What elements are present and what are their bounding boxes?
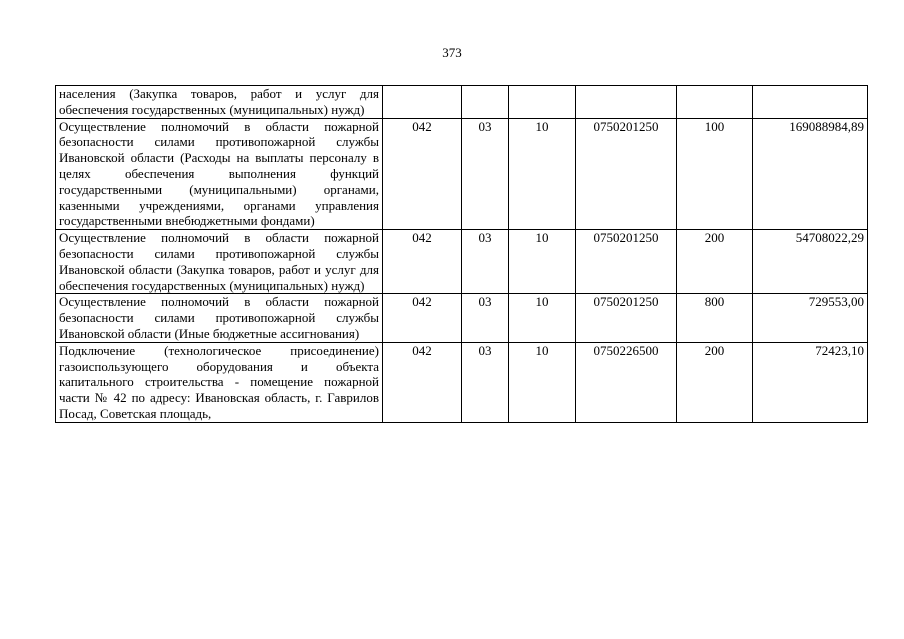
row-description: Осуществление полномочий в области пожарной безопасности силами противопожарной службы Ивановской области (Расходы на выплаты персоналу в целях обеспечения выполнения функций государственными (муниципальными) органами, казенными учреждениями, органами управления государственными внебюджетными фондами) [56,118,383,230]
row-target-article: 0750226500 [576,342,677,422]
row-subsection-code [509,86,576,119]
row-expense-type [677,86,753,119]
row-description: Осуществление полномочий в области пожарной безопасности силами противопожарной службы Ивановской области (Закупка товаров, работ и услуг для обеспечения государственных (муниципальных) нужд) [56,230,383,294]
row-ministry-code: 042 [383,118,462,230]
row-amount: 169088984,89 [753,118,868,230]
budget-table [55,85,868,423]
row-ministry-code: 042 [383,294,462,342]
table-row [56,86,868,119]
page-number: 373 [442,45,462,60]
row-section-code: 03 [462,118,509,230]
row-expense-type: 800 [677,294,753,342]
row-ministry-code: 042 [383,230,462,294]
row-amount: 729553,00 [753,294,868,342]
row-amount: 72423,10 [753,342,868,422]
row-section-code: 03 [462,342,509,422]
row-target-article: 0750201250 [576,118,677,230]
row-amount [753,86,868,119]
row-subsection-code: 10 [509,230,576,294]
row-subsection-code: 10 [509,294,576,342]
row-section-code: 03 [462,230,509,294]
row-target-article: 0750201250 [576,294,677,342]
row-description: Подключение (технологическое присоединение) газоиспользующего оборудования и объекта капитального строительства - помещение пожарной части № 42 по адресу: Ивановская область, г. Гаврилов Посад, Советская площадь, [56,342,383,422]
row-subsection-code: 10 [509,118,576,230]
row-amount: 54708022,29 [753,230,868,294]
row-expense-type: 200 [677,342,753,422]
row-expense-type: 200 [677,230,753,294]
table-row [56,118,868,230]
row-target-article [576,86,677,119]
row-subsection-code: 10 [509,342,576,422]
table-row [56,230,868,294]
row-description: Осуществление полномочий в области пожарной безопасности силами противопожарной службы Ивановской области (Иные бюджетные ассигнования) [56,294,383,342]
row-target-article: 0750201250 [576,230,677,294]
row-section-code: 03 [462,294,509,342]
row-ministry-code: 042 [383,342,462,422]
table-row [56,342,868,422]
table-row [56,294,868,342]
row-ministry-code [383,86,462,119]
row-description: населения (Закупка товаров, работ и услуг для обеспечения государственных (муниципальных) нужд) [56,86,383,119]
row-expense-type: 100 [677,118,753,230]
row-section-code [462,86,509,119]
